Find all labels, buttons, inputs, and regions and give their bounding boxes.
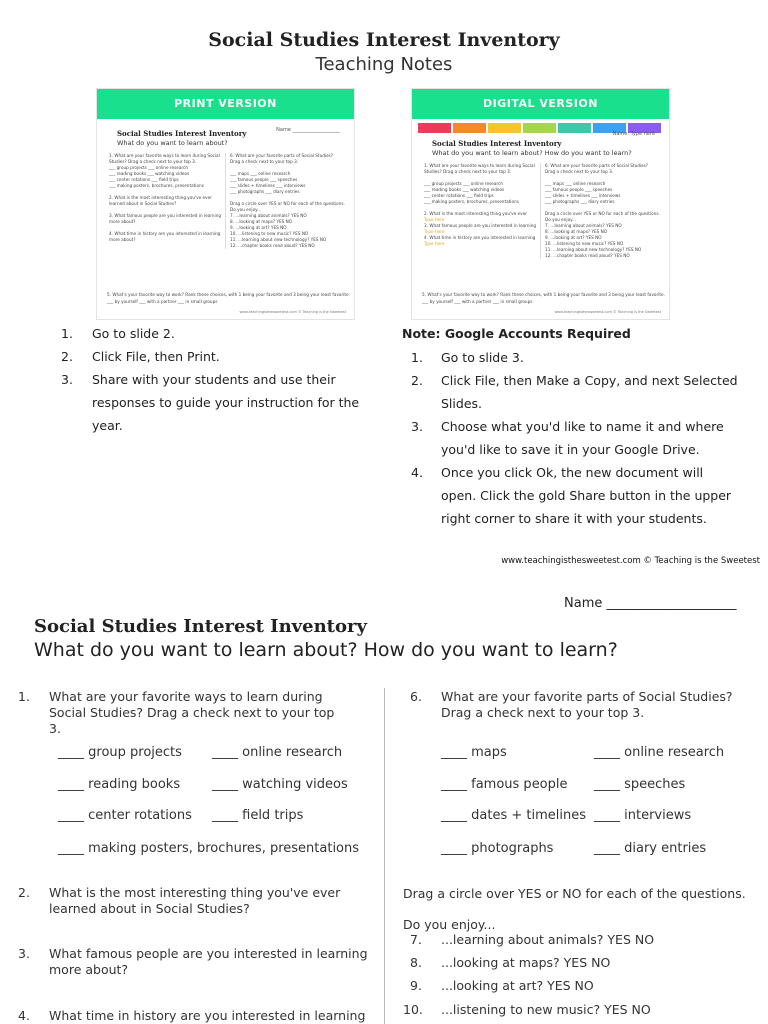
preview-line: 2. What is the most interesting thing you've ever: [424, 211, 527, 216]
column-divider: [384, 688, 385, 1024]
question-number: 2.: [18, 885, 30, 900]
preview-title: Social Studies Interest Inventory: [432, 139, 562, 148]
preview-name-label: Name: Type here: [612, 131, 655, 137]
question-text: What famous people are you interested in learning more about?: [49, 946, 368, 977]
preview-line: 12. ...chapter books read aloud? YES NO: [230, 243, 315, 248]
question-text: What are your favorite ways to learn during Social Studies? Drag a check next to your top 3.: [49, 689, 335, 736]
question-text: What are your favorite parts of Social Studies? Drag a check next to your top 3.: [441, 689, 733, 720]
step-number: 1.: [411, 350, 423, 365]
preview-line: 4. What time in history are you interested in learning: [109, 231, 221, 236]
question-text[interactable]: ...looking at art? YES NO: [441, 978, 594, 993]
preview-line: Drag a check next to your top 3.: [545, 169, 614, 174]
preview-line: ___ photographs ___ diary entries: [545, 199, 615, 204]
checkbox-option[interactable]: ____ online research: [212, 745, 343, 760]
preview-line: 3. What famous people are you interested in learning: [109, 213, 222, 218]
question-text[interactable]: ...learning about animals? YES NO: [441, 932, 655, 947]
preview-line: Studies? Drag a check next to your top 3.: [109, 159, 197, 164]
step-number: 3.: [411, 419, 423, 434]
print-version-preview: [96, 88, 355, 320]
step-text: Click File, then Print.: [92, 349, 220, 364]
preview-line: Drag a circle over YES or NO for each of the questions.: [230, 201, 345, 206]
worksheet-subtitle: What do you want to learn about? How do you want to learn?: [34, 639, 618, 661]
preview-type-here[interactable]: Type here: [424, 229, 445, 234]
preview-line: ___ maps ___ online research: [545, 181, 606, 186]
preview-line: ___ slides + timelines ___ interviews: [230, 183, 306, 188]
preview-left-column: [420, 163, 540, 259]
yes-no-question: [410, 978, 594, 993]
preview-left-column: [105, 153, 225, 249]
digital-version-bar: DIGITAL VERSION: [412, 89, 669, 119]
checkbox-option[interactable]: ____ dates + timelines: [441, 808, 586, 823]
checkbox-option[interactable]: ____ reading books: [58, 777, 181, 792]
preview-line: 10. ...listening to new music? YES NO: [230, 231, 309, 236]
preview-line: ___ group projects ___ online research: [424, 181, 503, 186]
preview-line: 9. ...looking at art? YES NO: [545, 235, 602, 240]
page-title: Social Studies Interest Inventory: [208, 29, 560, 51]
page-subtitle: Teaching Notes: [315, 54, 453, 75]
preview-line: 8. ...looking at maps? YES NO: [545, 229, 608, 234]
checkbox-option[interactable]: ____ maps: [441, 745, 507, 760]
question-text: What time in history are you interested in learning: [49, 1008, 366, 1023]
checkbox-option[interactable]: ____ making posters, brochures, presentations: [58, 841, 360, 856]
preview-title: Social Studies Interest Inventory: [117, 129, 247, 138]
preview-line: 1. What are your favorite ways to learn during Social: [424, 163, 535, 168]
preview-line: ___ photographs ___ diary entries: [230, 189, 300, 194]
do-you-enjoy-label: Do you enjoy...: [403, 917, 496, 932]
step-number: 2.: [411, 373, 423, 388]
preview-line: 7. ...learning about animals? YES NO: [230, 213, 307, 218]
preview-line: 10. ...listening to new music? YES NO: [545, 241, 624, 246]
preview-line: 4. What time in history are you interested in learning: [424, 235, 536, 240]
preview-line: 1. What are your favorite ways to learn during Social: [109, 153, 220, 158]
preview-line: 6. What are your favorite parts of Social Studies?: [230, 153, 334, 158]
copyright-credit: www.teachingisthesweetest.com © Teaching is the Sweetest: [501, 556, 760, 566]
preview-footer-2: ___ by yourself ___ with a partner ___ in small groups: [422, 299, 533, 304]
preview-line: ___ group projects ___ online research: [109, 165, 188, 170]
preview-line: more about?: [109, 219, 136, 224]
preview-type-here[interactable]: Type here: [424, 217, 445, 222]
preview-line: more about?: [109, 237, 136, 242]
preview-line: Drag a check next to your top 3.: [230, 159, 299, 164]
step-text: Share with your students and use their responses to guide your instruction for the year.: [92, 372, 360, 433]
step-number: 4.: [411, 465, 423, 480]
question-number: 3.: [18, 946, 30, 961]
yes-no-question: [403, 1002, 651, 1017]
preview-line: Studies? Drag a check next to your top 3.: [424, 169, 512, 174]
preview-line: ___ center rotations ___ field trips: [424, 193, 494, 198]
step-text: Go to slide 2.: [92, 326, 175, 341]
preview-footer: 5. What's your favorite way to work? Rank these choices, with 1 being your favorite and 3 being your least favorite.: [107, 292, 350, 297]
question-number: 9.: [410, 978, 422, 993]
preview-right-column: [540, 163, 664, 259]
preview-line: ___ making posters, brochures, presentations: [109, 183, 204, 188]
preview-line: ___ famous people ___ speeches: [545, 187, 613, 192]
preview-line: 11. ...learning about new technology? YES NO: [545, 247, 642, 252]
color-swatch: [453, 123, 486, 133]
preview-line: ___ slides + timelines ___ interviews: [545, 193, 621, 198]
step-number: 1.: [61, 326, 73, 341]
preview-line: ___ making posters, brochures, presentations: [424, 199, 519, 204]
color-swatch: [558, 123, 591, 133]
yes-no-question: [410, 932, 655, 947]
checkbox-option[interactable]: ____ interviews: [594, 808, 692, 823]
question-number: 4.: [18, 1008, 30, 1023]
step-text: Click File, then Make a Copy, and next Selected Slides.: [441, 373, 738, 411]
preview-line: ___ reading books ___ watching videos: [109, 171, 190, 176]
color-swatch: [418, 123, 451, 133]
preview-line: ___ reading books ___ watching videos: [424, 187, 505, 192]
question-number: 1.: [18, 689, 30, 704]
google-accounts-note: Note: Google Accounts Required: [402, 326, 631, 341]
checkbox-option[interactable]: ____ diary entries: [594, 841, 707, 856]
yes-no-question: [410, 955, 611, 970]
step-text: Choose what you'd like to name it and where you'd like to save it in your Google Drive.: [441, 419, 724, 457]
preview-line: 7. ...learning about animals? YES NO: [545, 223, 622, 228]
question-text: What is the most interesting thing you've ever learned about in Social Studies?: [49, 885, 341, 916]
step-number: 3.: [61, 372, 73, 387]
preview-subtitle: What do you want to learn about? How do you want to learn?: [432, 149, 632, 157]
preview-right-column: [225, 153, 349, 249]
preview-type-here[interactable]: Type here: [424, 241, 445, 246]
checkbox-option[interactable]: ____ center rotations: [58, 808, 192, 823]
question-number: 10.: [403, 1002, 423, 1017]
preview-line: ___ famous people ___ speeches: [230, 177, 298, 182]
preview-line: learned about in Social Studies?: [109, 201, 177, 206]
checkbox-option[interactable]: ____ photographs: [441, 841, 554, 856]
question-number: 7.: [410, 932, 422, 947]
checkbox-option[interactable]: ____ speeches: [594, 777, 686, 792]
preview-line: Do you enjoy...: [230, 207, 262, 212]
checkbox-option[interactable]: ____ famous people: [441, 777, 568, 792]
preview-line: 6. What are your favorite parts of Social Studies?: [545, 163, 649, 168]
circle-instruction: Drag a circle over YES or NO for each of the questions.: [403, 886, 746, 901]
preview-footer: 5. What's your favorite way to work? Rank these choices, with 1 being your favorite and 3 being your least favorite.: [422, 292, 665, 297]
preview-name-label: Name ___________________: [276, 127, 340, 133]
step-text: Go to slide 3.: [441, 350, 524, 365]
preview-subtitle: What do you want to learn about?: [117, 139, 228, 147]
preview-line: 11. ...learning about new technology? YES NO: [230, 237, 327, 242]
preview-footer-2: ___ by yourself ___ with a partner ___ in small groups: [107, 299, 218, 304]
preview-line: 8. ...looking at maps? YES NO: [230, 219, 293, 224]
worksheet-title: Social Studies Interest Inventory: [34, 616, 367, 637]
preview-line: 12. ...chapter books read aloud? YES NO: [545, 253, 630, 258]
question-number: 6.: [410, 689, 422, 704]
digital-version-preview: [411, 88, 670, 320]
preview-line: ___ maps ___ online research: [230, 171, 291, 176]
preview-url: www.teachingisthesweetest.com © Teaching is the Sweetest: [239, 310, 346, 314]
question-text[interactable]: ...listening to new music? YES NO: [441, 1002, 651, 1017]
color-swatch: [523, 123, 556, 133]
question-number: 8.: [410, 955, 422, 970]
checkbox-option[interactable]: ____ field trips: [212, 808, 304, 823]
checkbox-option[interactable]: ____ group projects: [58, 745, 182, 760]
preview-line: 9. ...looking at art? YES NO: [230, 225, 287, 230]
step-number: 2.: [61, 349, 73, 364]
preview-line: 2. What is the most interesting thing you've ever: [109, 195, 212, 200]
step-text: Once you click Ok, the new document will open. Click the gold Share button in the upper right corner to share it with your students.: [441, 465, 732, 526]
color-swatch: [488, 123, 521, 133]
checkbox-option[interactable]: ____ online research: [594, 745, 725, 760]
preview-line: ___ center rotations ___ field trips: [109, 177, 179, 182]
name-field[interactable]: Name ____________________: [564, 596, 737, 611]
preview-line: Do you enjoy...: [545, 217, 577, 222]
preview-url: www.teachingisthesweetest.com © Teaching is the Sweetest: [554, 310, 661, 314]
print-version-bar: PRINT VERSION: [97, 89, 354, 119]
question-text[interactable]: ...looking at maps? YES NO: [441, 955, 611, 970]
checkbox-option[interactable]: ____ watching videos: [212, 777, 348, 792]
preview-line: 3. What famous people are you interested in learning: [424, 223, 537, 228]
preview-line: Drag a circle over YES or NO for each of the questions.: [545, 211, 660, 216]
